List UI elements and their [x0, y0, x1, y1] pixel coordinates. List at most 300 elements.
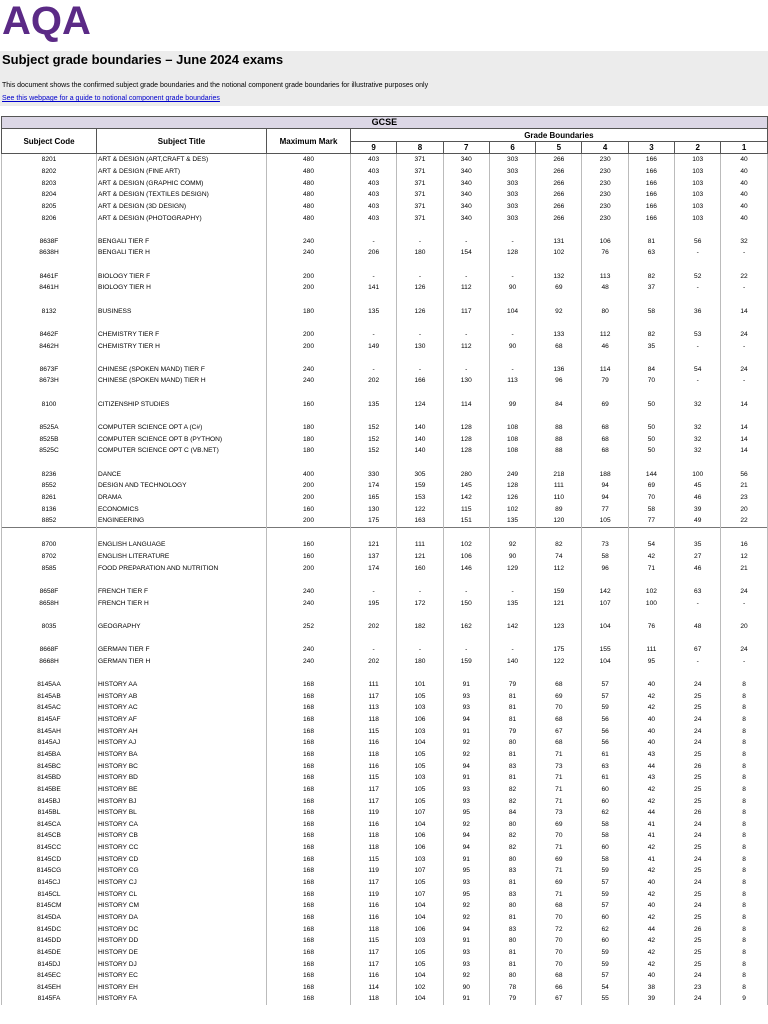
table-row: [2, 912, 768, 924]
grade-9-cell: 116: [351, 737, 397, 749]
grade-9-cell: 403: [351, 212, 397, 224]
grade-2-cell: 46: [675, 492, 721, 504]
grade-8-cell: 371: [397, 154, 443, 166]
subject-code-cell: 8145EH: [2, 981, 97, 993]
grade-7-cell: 340: [443, 177, 489, 189]
grade-9-cell: 175: [351, 515, 397, 527]
table-row: [2, 539, 768, 551]
grade-7-cell: 93: [443, 690, 489, 702]
grade-7-cell: [443, 259, 489, 271]
subject-title-cell: DRAMA: [97, 492, 267, 504]
grade-7-cell: 93: [443, 947, 489, 959]
grade-8-cell: [397, 224, 443, 236]
grade-5-cell: [536, 527, 582, 539]
subject-code-cell: 8461H: [2, 282, 97, 294]
grade-4-cell: 61: [582, 749, 628, 761]
table-row: [2, 212, 768, 224]
grade-3-cell: 81: [628, 235, 674, 247]
grade-7-cell: [443, 667, 489, 679]
grade-9-cell: 206: [351, 247, 397, 259]
subject-title-cell: [97, 294, 267, 306]
grade-7-cell: 91: [443, 725, 489, 737]
grade-2-cell: [675, 317, 721, 329]
subject-code-cell: [2, 294, 97, 306]
grade-3-cell: [628, 352, 674, 364]
grade-6-cell: [489, 259, 535, 271]
grade-4-cell: 46: [582, 340, 628, 352]
grade-4-cell: 104: [582, 656, 628, 668]
subject-code-cell: 8462F: [2, 329, 97, 341]
table-row: [2, 515, 768, 527]
spacer-row: [2, 387, 768, 399]
maximum-mark-cell: 180: [267, 305, 351, 317]
subject-title-cell: [97, 527, 267, 539]
grade-1-cell: 8: [721, 714, 767, 726]
grade-7-cell: 90: [443, 981, 489, 993]
grade-3-cell: 38: [628, 981, 674, 993]
grade-3-cell: 144: [628, 468, 674, 480]
grade-3-cell: 42: [628, 958, 674, 970]
grade-4-cell: 105: [582, 515, 628, 527]
grade-9-cell: -: [351, 644, 397, 656]
grade-4-cell: 60: [582, 795, 628, 807]
subject-code-cell: 8145CL: [2, 888, 97, 900]
subject-title-cell: COMPUTER SCIENCE OPT C (VB.NET): [97, 445, 267, 457]
grade-header-7: 7: [443, 142, 489, 154]
grade-4-cell: 69: [582, 398, 628, 410]
maximum-mark-cell: 240: [267, 644, 351, 656]
grade-9-cell: 111: [351, 679, 397, 691]
grade-5-cell: 70: [536, 958, 582, 970]
subject-title-cell: [97, 224, 267, 236]
grade-8-cell: 103: [397, 772, 443, 784]
grade-6-cell: 84: [489, 807, 535, 819]
table-row: [2, 900, 768, 912]
maximum-mark-cell: 168: [267, 725, 351, 737]
maximum-mark-cell: 240: [267, 247, 351, 259]
aqa-logo: [2, 0, 91, 43]
grade-1-cell: 8: [721, 970, 767, 982]
grade-2-cell: 25: [675, 795, 721, 807]
subject-title-cell: [97, 574, 267, 586]
grade-7-cell: 92: [443, 737, 489, 749]
grade-6-cell: 81: [489, 912, 535, 924]
grade-2-cell: 24: [675, 900, 721, 912]
maximum-mark-cell: 168: [267, 865, 351, 877]
spacer-row: [2, 352, 768, 364]
grade-9-cell: [351, 317, 397, 329]
grade-6-cell: 135: [489, 597, 535, 609]
grade-4-cell: 56: [582, 725, 628, 737]
subject-title-cell: HISTORY CC: [97, 842, 267, 854]
grade-5-cell: 72: [536, 923, 582, 935]
grade-4-cell: 55: [582, 993, 628, 1005]
grade-2-cell: [675, 259, 721, 271]
grade-1-cell: [721, 294, 767, 306]
subject-title-cell: DANCE: [97, 468, 267, 480]
grade-6-cell: -: [489, 329, 535, 341]
grade-7-cell: [443, 352, 489, 364]
grade-7-cell: 91: [443, 993, 489, 1005]
subject-title-cell: GERMAN TIER H: [97, 656, 267, 668]
grade-9-cell: 403: [351, 189, 397, 201]
grade-3-cell: 42: [628, 784, 674, 796]
subject-code-cell: [2, 387, 97, 399]
grade-9-cell: [351, 457, 397, 469]
subject-code-cell: 8145AH: [2, 725, 97, 737]
subject-title-cell: HISTORY CD: [97, 853, 267, 865]
grade-2-cell: 25: [675, 865, 721, 877]
grade-4-cell: 57: [582, 690, 628, 702]
grade-4-cell: 61: [582, 772, 628, 784]
subject-code-cell: 8145CD: [2, 853, 97, 865]
grade-8-cell: 182: [397, 621, 443, 633]
grade-6-cell: -: [489, 586, 535, 598]
subject-title-cell: HISTORY CB: [97, 830, 267, 842]
subject-title-cell: ENGINEERING: [97, 515, 267, 527]
grade-6-cell: 81: [489, 690, 535, 702]
grade-7-cell: 340: [443, 154, 489, 166]
maximum-mark-cell: 240: [267, 656, 351, 668]
grade-5-cell: [536, 259, 582, 271]
grade-8-cell: 140: [397, 433, 443, 445]
subject-code-cell: 8145CC: [2, 842, 97, 854]
grade-2-cell: 24: [675, 853, 721, 865]
grade-3-cell: 70: [628, 492, 674, 504]
maximum-mark-cell: 200: [267, 340, 351, 352]
grade-2-cell: [675, 574, 721, 586]
maximum-mark-cell: 200: [267, 282, 351, 294]
grade-1-cell: 8: [721, 888, 767, 900]
grade-1-cell: 20: [721, 503, 767, 515]
grade-5-cell: 73: [536, 760, 582, 772]
grade-6-cell: 128: [489, 247, 535, 259]
page-title: Subject grade boundaries – June 2024 exams: [2, 52, 284, 67]
grade-8-cell: 105: [397, 760, 443, 772]
grade-1-cell: [721, 457, 767, 469]
grade-7-cell: [443, 574, 489, 586]
grade-6-cell: [489, 317, 535, 329]
grade-2-cell: -: [675, 340, 721, 352]
subject-code-cell: 8132: [2, 305, 97, 317]
grade-1-cell: 8: [721, 795, 767, 807]
grade-4-cell: 106: [582, 235, 628, 247]
grade-6-cell: [489, 609, 535, 621]
maximum-mark-cell: [267, 352, 351, 364]
table-row: [2, 492, 768, 504]
grade-1-cell: [721, 224, 767, 236]
table-row: [2, 749, 768, 761]
grade-7-cell: 112: [443, 340, 489, 352]
grade-6-cell: 80: [489, 900, 535, 912]
maximum-mark-cell: [267, 224, 351, 236]
subject-title-cell: HISTORY CG: [97, 865, 267, 877]
grade-1-cell: [721, 410, 767, 422]
grade-4-cell: 59: [582, 947, 628, 959]
grade-3-cell: 43: [628, 749, 674, 761]
table-row: [2, 644, 768, 656]
grade-9-cell: 115: [351, 725, 397, 737]
maximum-mark-cell: 168: [267, 737, 351, 749]
grade-5-cell: 69: [536, 690, 582, 702]
grade-7-cell: 93: [443, 784, 489, 796]
grade-1-cell: -: [721, 656, 767, 668]
maximum-mark-cell: 240: [267, 586, 351, 598]
grade-4-cell: 104: [582, 621, 628, 633]
grade-8-cell: -: [397, 364, 443, 376]
subject-code-cell: 8145DJ: [2, 958, 97, 970]
grade-8-cell: 106: [397, 830, 443, 842]
grade-7-cell: [443, 294, 489, 306]
grade-8-cell: [397, 667, 443, 679]
grade-2-cell: 45: [675, 480, 721, 492]
grade-6-cell: 129: [489, 562, 535, 574]
grade-2-cell: 24: [675, 877, 721, 889]
grade-4-cell: [582, 574, 628, 586]
grade-8-cell: 104: [397, 912, 443, 924]
grade-6-cell: 108: [489, 422, 535, 434]
subject-title-cell: CHINESE (SPOKEN MAND) TIER F: [97, 364, 267, 376]
grade-3-cell: 71: [628, 562, 674, 574]
grade-8-cell: 371: [397, 201, 443, 213]
maximum-mark-cell: [267, 632, 351, 644]
grade-4-cell: 80: [582, 305, 628, 317]
grade-7-cell: [443, 317, 489, 329]
grade-7-cell: 340: [443, 201, 489, 213]
grade-9-cell: 116: [351, 912, 397, 924]
grade-1-cell: 8: [721, 865, 767, 877]
grade-9-cell: 149: [351, 340, 397, 352]
grade-1-cell: 21: [721, 562, 767, 574]
grade-4-cell: 59: [582, 888, 628, 900]
grade-5-cell: 136: [536, 364, 582, 376]
grade-7-cell: 142: [443, 492, 489, 504]
grade-3-cell: 42: [628, 690, 674, 702]
grade-3-cell: 77: [628, 515, 674, 527]
table-row: [2, 364, 768, 376]
table-row: [2, 888, 768, 900]
grade-9-cell: 152: [351, 422, 397, 434]
grade-3-cell: 44: [628, 923, 674, 935]
grade-5-cell: 102: [536, 247, 582, 259]
grade-4-cell: [582, 387, 628, 399]
grade-5-cell: 159: [536, 586, 582, 598]
subject-code-cell: 8145CB: [2, 830, 97, 842]
grade-8-cell: [397, 259, 443, 271]
subject-title-cell: HISTORY FA: [97, 993, 267, 1005]
grade-5-cell: 71: [536, 784, 582, 796]
maximum-mark-cell: [267, 457, 351, 469]
grade-9-cell: 118: [351, 923, 397, 935]
grade-8-cell: [397, 387, 443, 399]
grade-3-cell: 54: [628, 539, 674, 551]
grade-4-cell: [582, 352, 628, 364]
grade-2-cell: 24: [675, 819, 721, 831]
grade-1-cell: 8: [721, 923, 767, 935]
maximum-mark-cell: [267, 574, 351, 586]
grade-6-cell: 83: [489, 888, 535, 900]
grade-2-cell: -: [675, 282, 721, 294]
subject-title-cell: FRENCH TIER F: [97, 586, 267, 598]
table-row: [2, 398, 768, 410]
maximum-mark-cell: 200: [267, 270, 351, 282]
grade-9-cell: 202: [351, 656, 397, 668]
grade-3-cell: 70: [628, 375, 674, 387]
table-row: [2, 830, 768, 842]
grade-6-cell: -: [489, 235, 535, 247]
guide-link[interactable]: See this webpage for a guide to notional component grade boundaries: [2, 95, 220, 102]
table-row: [2, 784, 768, 796]
grade-8-cell: [397, 317, 443, 329]
subject-title-cell: BENGALI TIER H: [97, 247, 267, 259]
grade-1-cell: 8: [721, 853, 767, 865]
grade-2-cell: 48: [675, 621, 721, 633]
grade-8-cell: 106: [397, 923, 443, 935]
grade-2-cell: 25: [675, 958, 721, 970]
table-row: [2, 865, 768, 877]
grade-2-cell: 103: [675, 212, 721, 224]
grade-9-cell: 116: [351, 970, 397, 982]
grade-1-cell: 9: [721, 993, 767, 1005]
grade-7-cell: 154: [443, 247, 489, 259]
grade-8-cell: 130: [397, 340, 443, 352]
maximum-mark-cell: [267, 410, 351, 422]
grade-5-cell: 70: [536, 935, 582, 947]
grade-1-cell: 8: [721, 958, 767, 970]
subject-code-cell: 8552: [2, 480, 97, 492]
grade-5-cell: 73: [536, 807, 582, 819]
grade-1-cell: 8: [721, 981, 767, 993]
subject-title-cell: HISTORY CA: [97, 819, 267, 831]
table-row: [2, 958, 768, 970]
grade-6-cell: 82: [489, 842, 535, 854]
grade-3-cell: 42: [628, 912, 674, 924]
maximum-mark-cell: 168: [267, 772, 351, 784]
grade-6-cell: 303: [489, 154, 535, 166]
grade-9-cell: [351, 352, 397, 364]
grade-7-cell: [443, 457, 489, 469]
grade-7-cell: 91: [443, 935, 489, 947]
subject-code-cell: 8145FA: [2, 993, 97, 1005]
subject-title-cell: BENGALI TIER F: [97, 235, 267, 247]
grade-6-cell: 80: [489, 970, 535, 982]
grade-1-cell: 8: [721, 900, 767, 912]
grade-3-cell: 76: [628, 621, 674, 633]
grade-9-cell: 118: [351, 714, 397, 726]
subject-title-cell: CHEMISTRY TIER H: [97, 340, 267, 352]
subject-code-cell: 8145BL: [2, 807, 97, 819]
grade-6-cell: -: [489, 270, 535, 282]
grade-2-cell: [675, 294, 721, 306]
grade-4-cell: 62: [582, 923, 628, 935]
grade-8-cell: 105: [397, 784, 443, 796]
table-row: [2, 621, 768, 633]
grade-9-cell: [351, 667, 397, 679]
grade-5-cell: 88: [536, 422, 582, 434]
subject-title-cell: [97, 259, 267, 271]
grade-6-cell: 90: [489, 551, 535, 563]
grade-5-cell: 69: [536, 877, 582, 889]
grade-7-cell: 340: [443, 212, 489, 224]
grade-6-cell: [489, 294, 535, 306]
maximum-mark-cell: 168: [267, 819, 351, 831]
grade-4-cell: 59: [582, 865, 628, 877]
maximum-mark-cell: [267, 317, 351, 329]
grade-2-cell: 100: [675, 468, 721, 480]
table-row: [2, 947, 768, 959]
grade-1-cell: 8: [721, 947, 767, 959]
subject-code-cell: 8201: [2, 154, 97, 166]
grade-7-cell: -: [443, 235, 489, 247]
subject-code-cell: [2, 632, 97, 644]
grade-2-cell: 25: [675, 947, 721, 959]
grade-7-cell: 128: [443, 422, 489, 434]
grade-8-cell: -: [397, 270, 443, 282]
grade-8-cell: [397, 352, 443, 364]
grade-7-cell: [443, 224, 489, 236]
grade-8-cell: 160: [397, 562, 443, 574]
grade-9-cell: 130: [351, 503, 397, 515]
grade-1-cell: [721, 259, 767, 271]
subject-title-cell: HISTORY BA: [97, 749, 267, 761]
grade-5-cell: [536, 457, 582, 469]
grade-3-cell: [628, 667, 674, 679]
grade-6-cell: 83: [489, 865, 535, 877]
grade-3-cell: 50: [628, 445, 674, 457]
subject-title-cell: CHINESE (SPOKEN MAND) TIER H: [97, 375, 267, 387]
grade-5-cell: 218: [536, 468, 582, 480]
subject-code-cell: 8145AC: [2, 702, 97, 714]
subject-title-cell: HISTORY AB: [97, 690, 267, 702]
grade-7-cell: 130: [443, 375, 489, 387]
grade-7-cell: 159: [443, 656, 489, 668]
grade-8-cell: -: [397, 329, 443, 341]
grade-1-cell: 8: [721, 830, 767, 842]
grade-1-cell: 8: [721, 725, 767, 737]
grade-1-cell: 12: [721, 551, 767, 563]
grade-boundaries-heading: Grade Boundaries: [351, 129, 768, 142]
grade-5-cell: [536, 387, 582, 399]
maximum-mark-cell: 240: [267, 235, 351, 247]
grade-9-cell: 152: [351, 433, 397, 445]
spacer-row: [2, 294, 768, 306]
spacer-row: [2, 667, 768, 679]
subject-title-cell: FOOD PREPARATION AND NUTRITION: [97, 562, 267, 574]
grade-7-cell: 92: [443, 912, 489, 924]
grade-7-cell: 91: [443, 853, 489, 865]
grade-9-cell: 174: [351, 480, 397, 492]
grade-4-cell: 58: [582, 819, 628, 831]
col-subject-title: Subject Title: [97, 129, 267, 154]
grade-1-cell: 20: [721, 621, 767, 633]
grade-7-cell: 146: [443, 562, 489, 574]
grade-3-cell: 166: [628, 212, 674, 224]
table-row: [2, 329, 768, 341]
maximum-mark-cell: 180: [267, 433, 351, 445]
grade-2-cell: 103: [675, 166, 721, 178]
grade-6-cell: 249: [489, 468, 535, 480]
grade-2-cell: 25: [675, 749, 721, 761]
table-row: [2, 772, 768, 784]
subject-title-cell: COMPUTER SCIENCE OPT B (PYTHON): [97, 433, 267, 445]
grade-1-cell: [721, 527, 767, 539]
maximum-mark-cell: 168: [267, 935, 351, 947]
grade-5-cell: 71: [536, 772, 582, 784]
grade-5-cell: 71: [536, 749, 582, 761]
grade-4-cell: 58: [582, 853, 628, 865]
table-row: [2, 819, 768, 831]
maximum-mark-cell: 200: [267, 492, 351, 504]
